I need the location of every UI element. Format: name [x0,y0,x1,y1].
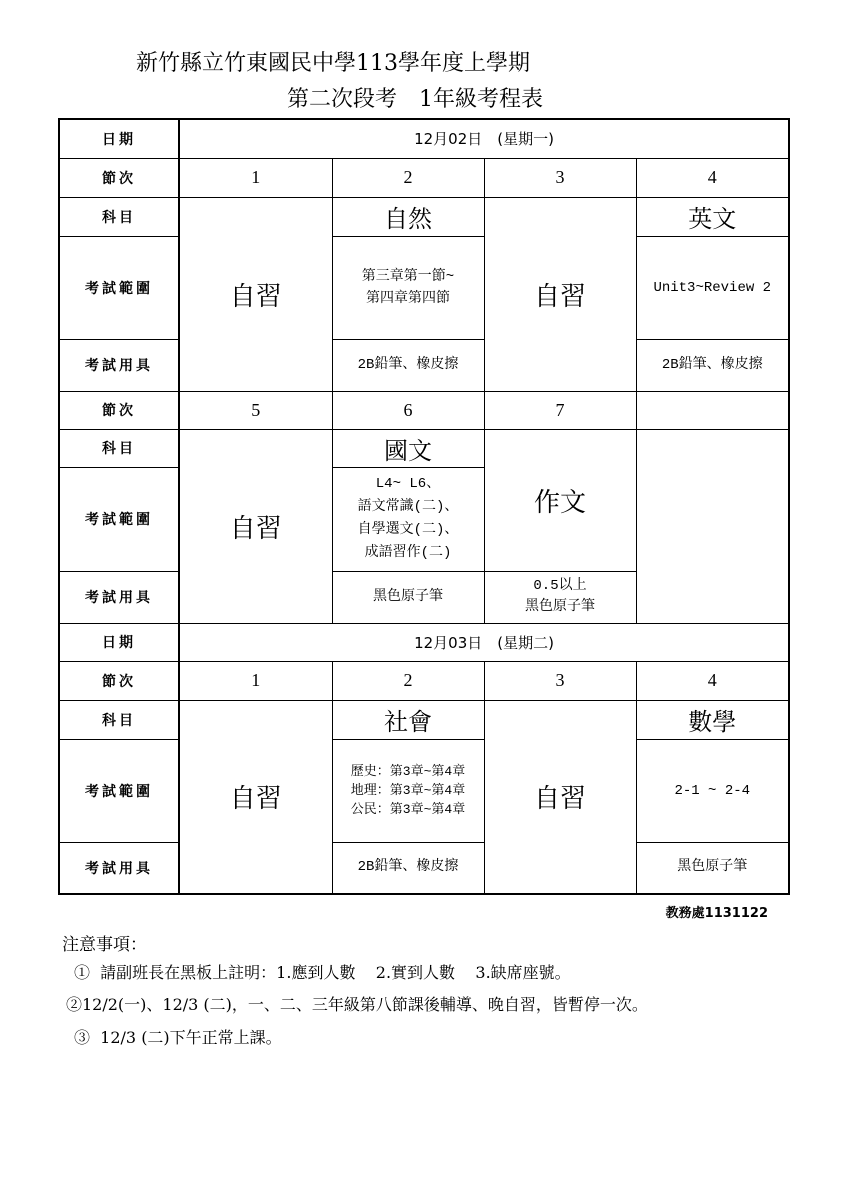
subject-cell: 數學 [636,700,789,739]
exam-schedule-table [58,118,790,895]
composition-cell: 作文 [484,429,636,571]
day1-period-row-afternoon [59,391,789,429]
period-number: 4 [636,158,789,197]
period-number: 1 [179,158,332,197]
tools-label: 考試用具 [59,339,179,391]
exam-tools-cell: 黑色原子筆 [636,842,789,894]
day2-range-row [59,739,789,842]
range-label: 考試範圍 [59,236,179,339]
self-study-cell: 自習 [179,429,332,623]
period-number: 3 [484,158,636,197]
subject-label: 科目 [59,197,179,236]
document-title: 新竹縣立竹東國民中學113學年度上學期 [136,51,530,76]
exam-range-cell: L4~ L6、 語文常識(二)、 自學選文(二)、 成語習作(二) [332,467,484,571]
issuer-stamp: 教務處1131122 [665,906,768,921]
period-number: 3 [484,661,636,700]
day1-date-row [59,119,789,158]
day1-tools-row [59,339,789,391]
range-label: 考試範圍 [59,739,179,842]
day2-subject-row [59,700,789,739]
day1-subject-row-afternoon [59,429,789,467]
tools-label: 考試用具 [59,571,179,623]
period-number: 2 [332,158,484,197]
period-label: 節次 [59,661,179,700]
tools-label: 考試用具 [59,842,179,894]
day2-tools-row [59,842,789,894]
subject-label: 科目 [59,700,179,739]
subject-cell: 自然 [332,197,484,236]
subject-cell: 國文 [332,429,484,467]
period-label: 節次 [59,391,179,429]
period-number: 2 [332,661,484,700]
exam-tools-cell: 2B鉛筆、橡皮擦 [636,339,789,391]
period-number: 7 [484,391,636,429]
day2-date-row [59,623,789,661]
day2-period-row [59,661,789,700]
exam-range-cell: 第三章第一節~ 第四章第四節 [332,236,484,339]
subject-cell: 英文 [636,197,789,236]
period-number: 4 [636,661,789,700]
day1-period-row [59,158,789,197]
exam-range-cell: Unit3~Review 2 [636,236,789,339]
blank-cell [636,429,789,623]
period-number: 6 [332,391,484,429]
day2-date: 12月03日 (星期二) [179,623,789,661]
day1-subject-row [59,197,789,236]
exam-tools-cell: 2B鉛筆、橡皮擦 [332,339,484,391]
document-subtitle: 第二次段考 1年級考程表 [287,87,543,112]
day1-range-row [59,236,789,339]
exam-tools-cell: 黑色原子筆 [332,571,484,623]
self-study-cell: 自習 [179,700,332,894]
date-label: 日期 [59,623,179,661]
exam-tools-cell: 2B鉛筆、橡皮擦 [332,842,484,894]
note-item: ②12/2(一)、12/3 (二)，一、二、三年級第八節課後輔導、晚自習，皆暫停一次。 [66,995,648,1014]
exam-range-cell: 歷史：第3章~第4章 地理：第3章~第4章 公民：第3章~第4章 [332,739,484,842]
period-label: 節次 [59,158,179,197]
date-label: 日期 [59,119,179,158]
self-study-cell: 自習 [484,700,636,894]
notes-heading: 注意事項： [62,935,147,955]
note-item: ① 請副班長在黑板上註明：1.應到人數 2.實到人數 3.缺席座號。 [74,963,571,982]
period-blank-cell [636,391,789,429]
note-item: ③ 12/3 (二)下午正常上課。 [74,1028,282,1047]
period-number: 1 [179,661,332,700]
subject-label: 科目 [59,429,179,467]
exam-tools-cell: 0.5以上 黑色原子筆 [484,571,636,623]
period-number: 5 [179,391,332,429]
subject-cell: 社會 [332,700,484,739]
self-study-cell: 自習 [484,197,636,391]
exam-range-cell: 2-1 ~ 2-4 [636,739,789,842]
self-study-cell: 自習 [179,197,332,391]
day1-date: 12月02日 (星期一) [179,119,789,158]
range-label: 考試範圍 [59,467,179,571]
